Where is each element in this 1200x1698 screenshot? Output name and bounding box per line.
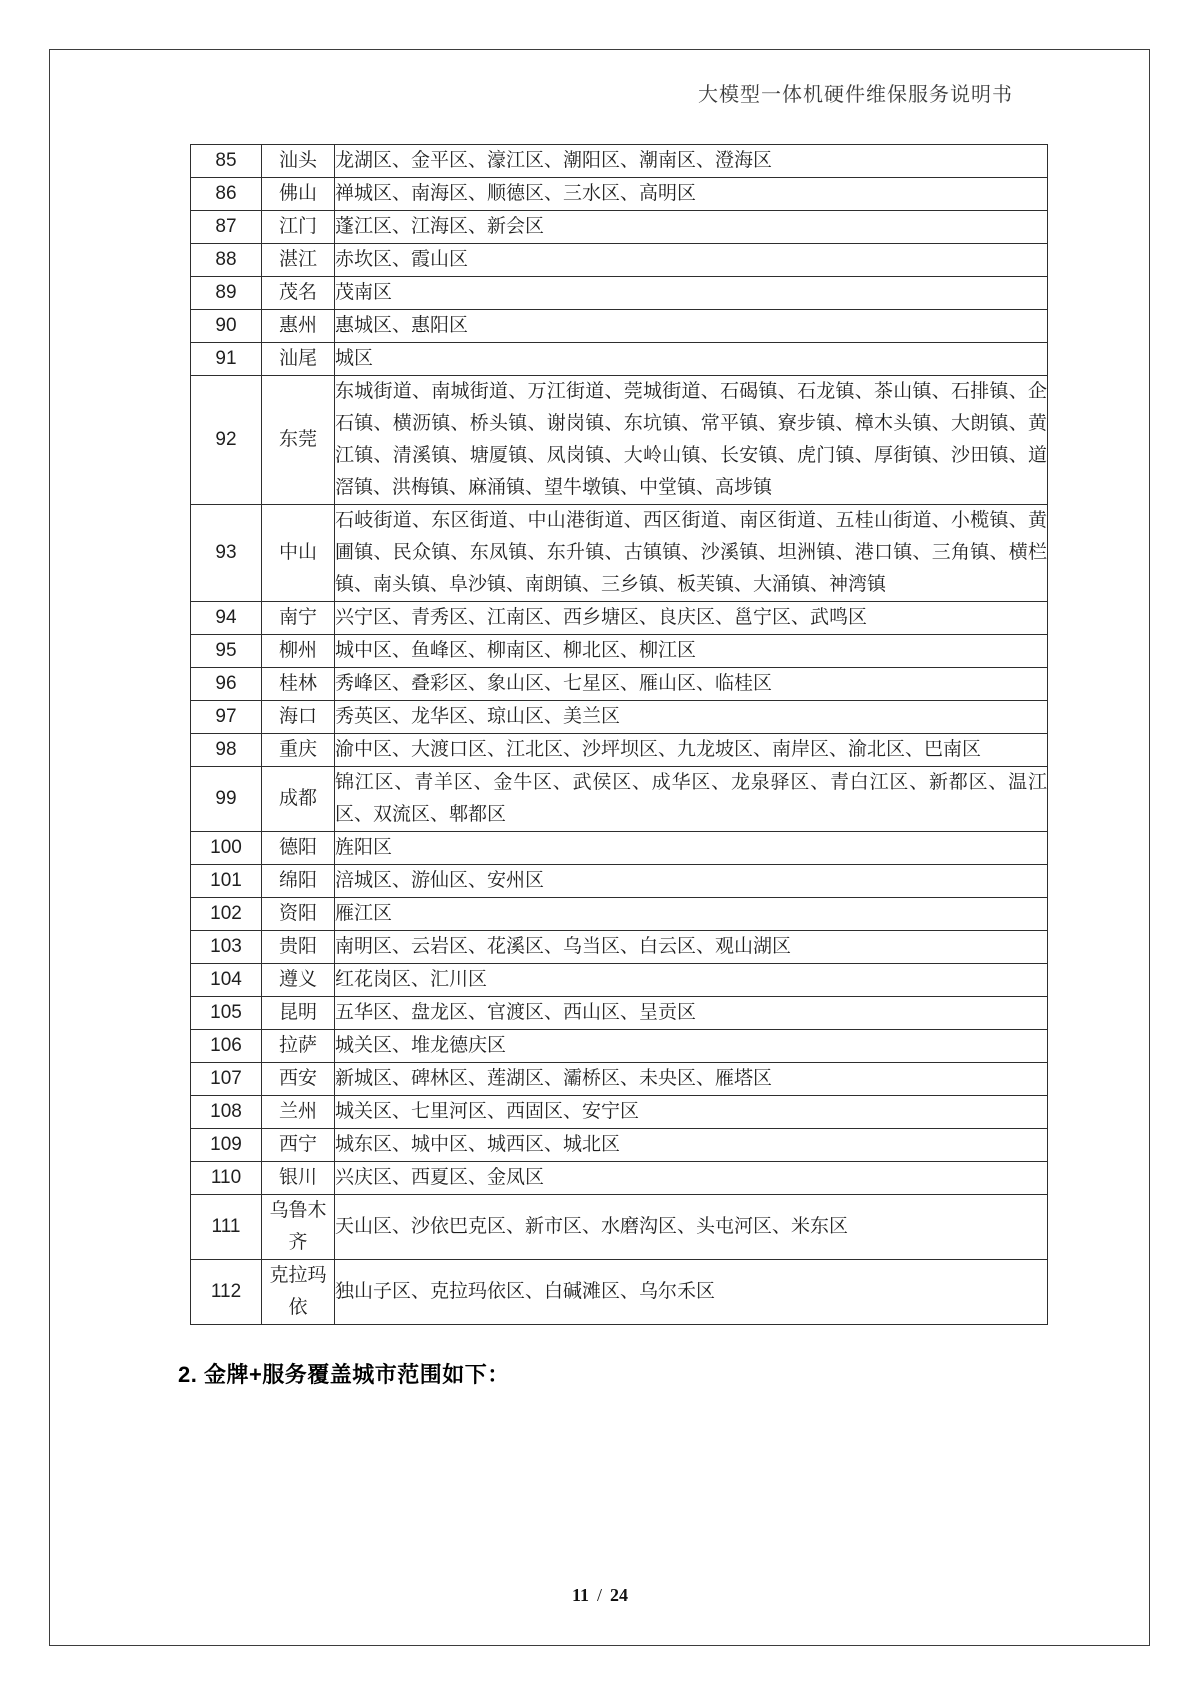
- city-name: 佛山: [262, 178, 335, 211]
- city-name: 乌鲁木齐: [262, 1195, 335, 1260]
- district-list: 雁江区: [335, 898, 1048, 931]
- district-list: 城关区、堆龙德庆区: [335, 1030, 1048, 1063]
- row-number: 94: [191, 602, 262, 635]
- district-list: 龙湖区、金平区、濠江区、潮阳区、潮南区、澄海区: [335, 145, 1048, 178]
- city-name: 惠州: [262, 310, 335, 343]
- city-name: 遵义: [262, 964, 335, 997]
- city-name: 茂名: [262, 277, 335, 310]
- table-row: [191, 277, 1048, 310]
- table-row: [191, 343, 1048, 376]
- row-number: 87: [191, 211, 262, 244]
- row-number: 98: [191, 734, 262, 767]
- district-list: 城东区、城中区、城西区、城北区: [335, 1129, 1048, 1162]
- row-number: 102: [191, 898, 262, 931]
- city-name: 资阳: [262, 898, 335, 931]
- city-name: 西安: [262, 1063, 335, 1096]
- district-list: 南明区、云岩区、花溪区、乌当区、白云区、观山湖区: [335, 931, 1048, 964]
- table-row: [191, 1063, 1048, 1096]
- city-name: 银川: [262, 1162, 335, 1195]
- table-row: [191, 1260, 1048, 1325]
- row-number: 105: [191, 997, 262, 1030]
- district-list: 红花岗区、汇川区: [335, 964, 1048, 997]
- table-row: [191, 1129, 1048, 1162]
- district-list: 城区: [335, 343, 1048, 376]
- table-row: [191, 931, 1048, 964]
- district-list: 蓬江区、江海区、新会区: [335, 211, 1048, 244]
- row-number: 111: [191, 1195, 262, 1260]
- district-list: 茂南区: [335, 277, 1048, 310]
- table-row: [191, 898, 1048, 931]
- row-number: 99: [191, 767, 262, 832]
- page-number: [0, 1585, 1200, 1606]
- city-name: 汕头: [262, 145, 335, 178]
- city-name: 南宁: [262, 602, 335, 635]
- district-list: 秀英区、龙华区、琼山区、美兰区: [335, 701, 1048, 734]
- district-list: 兴宁区、青秀区、江南区、西乡塘区、良庆区、邕宁区、武鸣区: [335, 602, 1048, 635]
- document-header-title: 大模型一体机硬件维保服务说明书: [698, 84, 1013, 106]
- table-row: [191, 734, 1048, 767]
- district-list: 涪城区、游仙区、安州区: [335, 865, 1048, 898]
- table-row: [191, 635, 1048, 668]
- city-name: 汕尾: [262, 343, 335, 376]
- section-heading: 2. 金牌+服务覆盖城市范围如下：: [178, 1362, 510, 1387]
- district-list: 渝中区、大渡口区、江北区、沙坪坝区、九龙坡区、南岸区、渝北区、巴南区: [335, 734, 1048, 767]
- page-number-separator: /: [597, 1585, 603, 1605]
- row-number: 95: [191, 635, 262, 668]
- district-list: 城中区、鱼峰区、柳南区、柳北区、柳江区: [335, 635, 1048, 668]
- row-number: 88: [191, 244, 262, 277]
- district-list: 赤坎区、霞山区: [335, 244, 1048, 277]
- row-number: 92: [191, 376, 262, 505]
- row-number: 93: [191, 505, 262, 602]
- row-number: 96: [191, 668, 262, 701]
- row-number: 110: [191, 1162, 262, 1195]
- district-list: 天山区、沙依巴克区、新市区、水磨沟区、头屯河区、米东区: [335, 1195, 1048, 1260]
- table-row: [191, 964, 1048, 997]
- city-name: 湛江: [262, 244, 335, 277]
- table-row: [191, 1030, 1048, 1063]
- table-row: [191, 997, 1048, 1030]
- table-row: [191, 865, 1048, 898]
- district-list: 石岐街道、东区街道、中山港街道、西区街道、南区街道、五桂山街道、小榄镇、黄圃镇、民众镇、东凤镇、东升镇、古镇镇、沙溪镇、坦洲镇、港口镇、三角镇、横栏镇、南头镇、阜沙镇、南朗镇、三乡镇、板芙镇、大涌镇、神湾镇: [335, 505, 1048, 602]
- row-number: 106: [191, 1030, 262, 1063]
- page-number-current: 11: [571, 1585, 589, 1605]
- table-row: [191, 211, 1048, 244]
- district-list: 秀峰区、叠彩区、象山区、七星区、雁山区、临桂区: [335, 668, 1048, 701]
- table-row: [191, 505, 1048, 602]
- table-row: [191, 602, 1048, 635]
- district-list: 禅城区、南海区、顺德区、三水区、高明区: [335, 178, 1048, 211]
- row-number: 91: [191, 343, 262, 376]
- city-name: 昆明: [262, 997, 335, 1030]
- table-row: [191, 767, 1048, 832]
- city-name: 成都: [262, 767, 335, 832]
- table-row: [191, 701, 1048, 734]
- city-name: 绵阳: [262, 865, 335, 898]
- table-row: [191, 178, 1048, 211]
- city-name: 克拉玛依: [262, 1260, 335, 1325]
- district-list: 兴庆区、西夏区、金凤区: [335, 1162, 1048, 1195]
- row-number: 112: [191, 1260, 262, 1325]
- district-list: 东城街道、南城街道、万江街道、莞城街道、石碣镇、石龙镇、茶山镇、石排镇、企石镇、横沥镇、桥头镇、谢岗镇、东坑镇、常平镇、寮步镇、樟木头镇、大朗镇、黄江镇、清溪镇、塘厦镇、凤岗镇、大岭山镇、长安镇、虎门镇、厚街镇、沙田镇、道滘镇、洪梅镇、麻涌镇、望牛墩镇、中堂镇、高埗镇: [335, 376, 1048, 505]
- row-number: 100: [191, 832, 262, 865]
- row-number: 90: [191, 310, 262, 343]
- city-name: 中山: [262, 505, 335, 602]
- city-name: 江门: [262, 211, 335, 244]
- row-number: 85: [191, 145, 262, 178]
- table-row: [191, 668, 1048, 701]
- row-number: 103: [191, 931, 262, 964]
- row-number: 107: [191, 1063, 262, 1096]
- city-name: 兰州: [262, 1096, 335, 1129]
- table-row: [191, 244, 1048, 277]
- row-number: 101: [191, 865, 262, 898]
- page-number-total: 24: [610, 1585, 629, 1605]
- district-list: 五华区、盘龙区、官渡区、西山区、呈贡区: [335, 997, 1048, 1030]
- city-name: 桂林: [262, 668, 335, 701]
- district-list: 惠城区、惠阳区: [335, 310, 1048, 343]
- city-name: 拉萨: [262, 1030, 335, 1063]
- district-list: 旌阳区: [335, 832, 1048, 865]
- district-list: 新城区、碑林区、莲湖区、灞桥区、未央区、雁塔区: [335, 1063, 1048, 1096]
- table-row: [191, 145, 1048, 178]
- row-number: 89: [191, 277, 262, 310]
- table-row: [191, 832, 1048, 865]
- city-name: 德阳: [262, 832, 335, 865]
- table-row: [191, 1096, 1048, 1129]
- table-row: [191, 376, 1048, 505]
- city-name: 重庆: [262, 734, 335, 767]
- city-name: 柳州: [262, 635, 335, 668]
- row-number: 97: [191, 701, 262, 734]
- row-number: 108: [191, 1096, 262, 1129]
- city-name: 贵阳: [262, 931, 335, 964]
- city-name: 西宁: [262, 1129, 335, 1162]
- district-list: 锦江区、青羊区、金牛区、武侯区、成华区、龙泉驿区、青白江区、新都区、温江区、双流区、郫都区: [335, 767, 1048, 832]
- district-list: 城关区、七里河区、西固区、安宁区: [335, 1096, 1048, 1129]
- table-row: [191, 1195, 1048, 1260]
- city-name: 东莞: [262, 376, 335, 505]
- table-row: [191, 310, 1048, 343]
- row-number: 86: [191, 178, 262, 211]
- city-coverage-table: [190, 144, 1048, 1325]
- table-row: [191, 1162, 1048, 1195]
- row-number: 104: [191, 964, 262, 997]
- row-number: 109: [191, 1129, 262, 1162]
- district-list: 独山子区、克拉玛依区、白碱滩区、乌尔禾区: [335, 1260, 1048, 1325]
- city-name: 海口: [262, 701, 335, 734]
